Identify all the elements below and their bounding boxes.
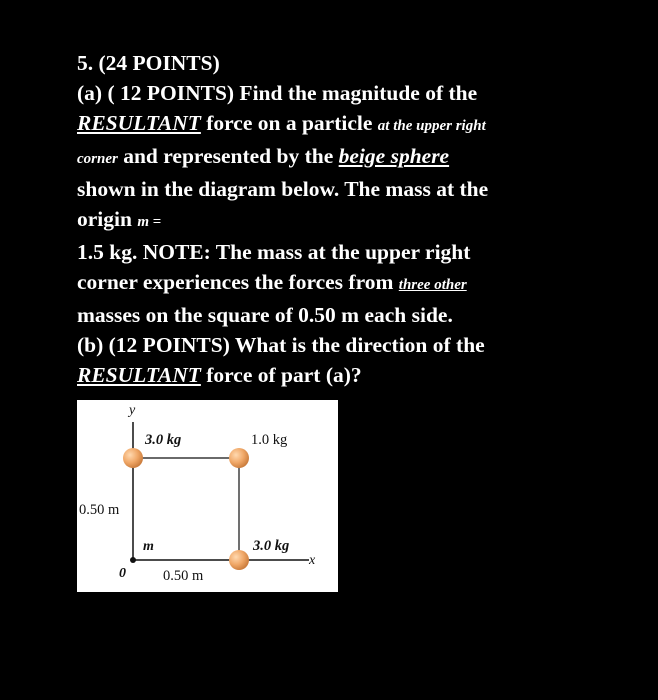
problem-statement bbox=[77, 48, 597, 390]
origin-word: origin bbox=[77, 207, 138, 231]
resultant-emphasis: RESULTANT bbox=[77, 111, 201, 135]
x-axis-label: x bbox=[309, 553, 316, 568]
top-left-sphere bbox=[123, 448, 143, 468]
origin-mass-dot bbox=[130, 557, 136, 563]
resultant-emphasis-2: RESULTANT bbox=[77, 363, 201, 387]
horizontal-side-label: 0.50 m bbox=[163, 568, 204, 584]
equals-sign: = bbox=[149, 214, 162, 230]
y-axis-label: y bbox=[129, 403, 136, 418]
line-11 bbox=[77, 360, 597, 390]
part-b-line bbox=[77, 330, 597, 360]
line-5-text: shown in the diagram below. The mass at the bbox=[77, 177, 489, 201]
line-11-tail: force of part (a)? bbox=[200, 363, 362, 387]
line-5 bbox=[77, 174, 597, 204]
problem-number: 5. (24 POINTS) bbox=[77, 51, 220, 75]
part-a-line bbox=[77, 78, 597, 108]
three-other-emphasis: three other bbox=[398, 277, 467, 293]
line-3-tail: at the upper right bbox=[377, 118, 486, 134]
line-7-text: 1.5 kg. NOTE: The mass at the upper right bbox=[77, 240, 471, 264]
bottom-right-sphere bbox=[229, 550, 249, 570]
line-6 bbox=[77, 204, 597, 237]
top-left-mass-label: 3.0 kg bbox=[145, 432, 182, 448]
part-b-text: (b) (12 POINTS) What is the direction of the bbox=[77, 333, 485, 357]
bottom-right-mass-label: 3.0 kg bbox=[253, 538, 290, 554]
line-3 bbox=[77, 108, 597, 141]
part-a-text: (a) ( 12 POINTS) Find the magnitude of the bbox=[77, 81, 478, 105]
line-7 bbox=[77, 237, 597, 267]
mass-symbol: m bbox=[137, 214, 149, 230]
origin-mass-label: m bbox=[143, 539, 154, 554]
beige-sphere-emphasis: beige sphere bbox=[338, 144, 450, 168]
top-right-beige-sphere bbox=[229, 448, 249, 468]
line-9-text: masses on the square of 0.50 m each side. bbox=[77, 303, 453, 327]
corner-word: corner bbox=[77, 151, 118, 167]
line-3-mid: force on a particle bbox=[200, 111, 378, 135]
origin-label: 0 bbox=[119, 566, 126, 581]
mass-square-diagram bbox=[77, 400, 338, 592]
line-8-text: corner experiences the forces from bbox=[77, 270, 399, 294]
diagram-svg bbox=[77, 400, 338, 592]
line-9 bbox=[77, 300, 597, 330]
line-4-mid: and represented by the bbox=[117, 144, 339, 168]
line-8 bbox=[77, 267, 597, 300]
vertical-side-label: 0.50 m bbox=[79, 502, 120, 518]
top-right-mass-label: 1.0 kg bbox=[251, 432, 288, 448]
problem-header bbox=[77, 48, 597, 78]
line-4 bbox=[77, 141, 597, 174]
